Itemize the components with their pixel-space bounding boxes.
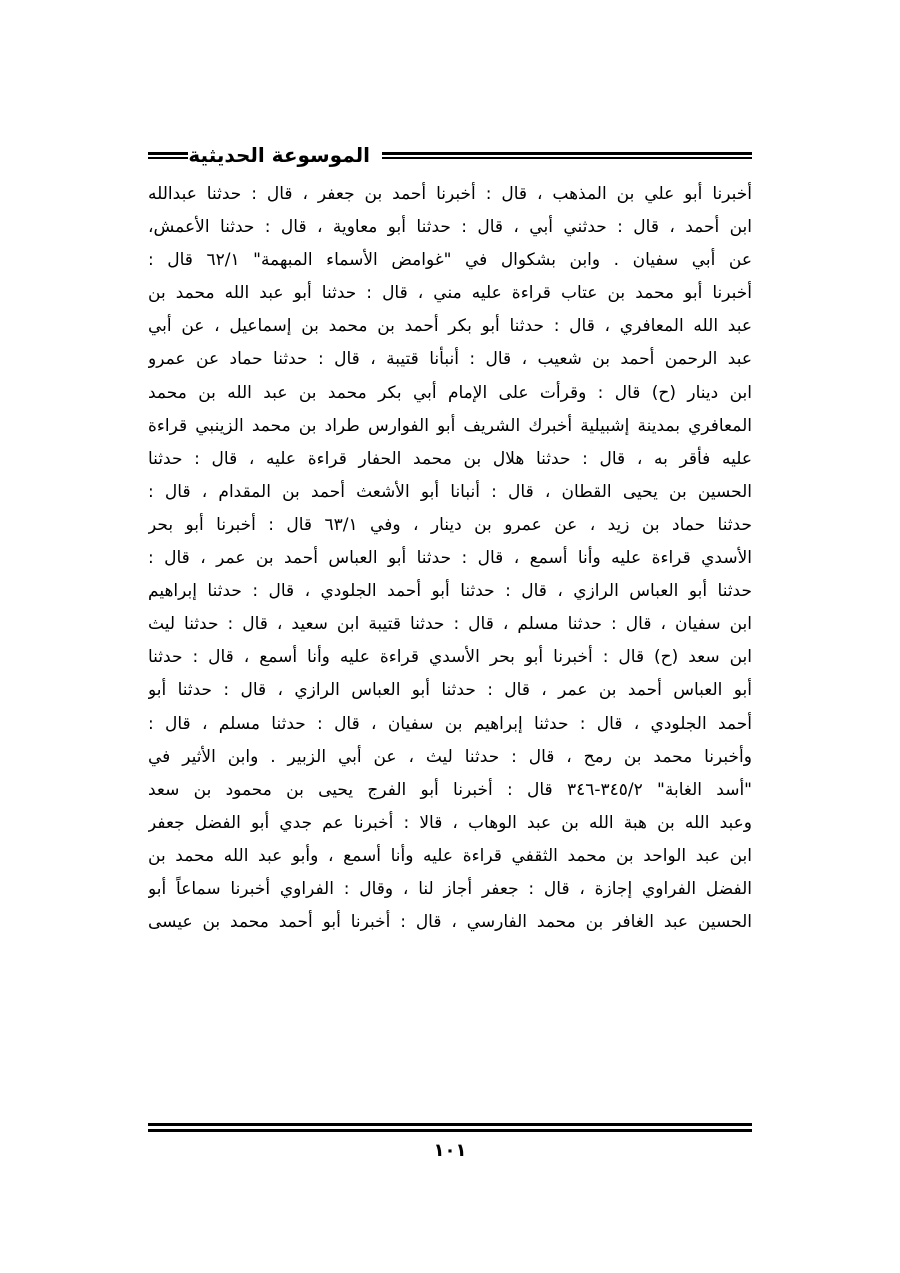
text-line: عبد الله المعافري ، قال : حدثنا أبو بكر أحمد بن محمد بن إسماعيل ، عن أبي: [148, 316, 752, 337]
text-line: أحمد الجلودي ، قال : حدثنا إبراهيم بن سفيان ، قال : حدثنا مسلم ، قال :: [148, 713, 752, 734]
header-rule-left: [148, 152, 188, 159]
text-line: وعبد الله بن هبة الله بن عبد الوهاب ، قالا : أخبرنا عم جدي أبو الفضل جعفر: [148, 812, 752, 833]
text-line: حدثنا حماد بن زيد ، عن عمرو بن دينار ، وفي ٦٣/١ قال : أخبرنا أبو بحر: [148, 514, 752, 535]
text-line: ابن أحمد ، قال : حدثني أبي ، قال : حدثنا أبو معاوية ، قال : حدثنا الأعمش،: [148, 217, 752, 238]
text-line: أخبرنا أبو محمد بن عتاب قراءة عليه مني ، قال : حدثنا أبو عبد الله محمد بن: [148, 283, 752, 304]
text-line: الفضل الفراوي إجازة ، قال : جعفر أجاز لنا ، وقال : الفراوي أخبرنا سماعاً أبو: [148, 878, 752, 899]
text-line: حدثنا أبو العباس الرازي ، قال : حدثنا أبو أحمد الجلودي ، قال : حدثنا إبراهيم: [148, 581, 752, 602]
footer-rule: [148, 1123, 752, 1132]
header-rule-right: [382, 152, 752, 159]
text-line: ابن دينار (ح) قال : وقرأت على الإمام أبي بكر محمد بن عبد الله بن محمد: [148, 382, 752, 403]
text-line: عن أبي سفيان . وابن بشكوال في "غوامض الأسماء المبهمة" ٦٢/١ قال :: [148, 250, 752, 271]
text-line: ابن سعد (ح) قال : أخبرنا أبو بحر الأسدي قراءة عليه وأنا أسمع ، قال : حدثنا: [148, 647, 752, 668]
body-text: [148, 178, 752, 939]
text-line: أخبرنا أبو علي بن المذهب ، قال : أخبرنا أحمد بن جعفر ، قال : حدثنا عبدالله: [148, 184, 752, 204]
text-line: وأخبرنا محمد بن رمح ، قال : حدثنا ليث ، عن أبي الزبير . وابن الأثير في: [148, 746, 752, 767]
text-line: الحسين بن يحيى القطان ، قال : أنبانا أبو الأشعث أحمد بن المقدام ، قال :: [148, 481, 752, 502]
page-number: ١٠١: [433, 1140, 467, 1161]
text-line: ابن عبد الواحد بن محمد الثقفي قراءة عليه وأنا أسمع ، وأبو عبد الله محمد بن: [148, 845, 752, 866]
text-line: ابن سفيان ، قال : حدثنا مسلم ، قال : حدثنا قتيبة ابن سعيد ، قال : حدثنا ليث: [148, 614, 752, 635]
text-line: أبو العباس أحمد بن عمر ، قال : حدثنا أبو العباس الرازي ، قال : حدثنا أبو: [148, 680, 752, 701]
page-header: [148, 140, 752, 174]
text-line: عبد الرحمن أحمد بن شعيب ، قال : أنبأنا قتيبة ، قال : حدثنا حماد عن عمرو: [148, 349, 752, 370]
text-line: الحسين عبد الغافر بن محمد الفارسي ، قال : أخبرنا أبو أحمد محمد بن عيسى: [148, 912, 752, 933]
text-line: "أسد الغابة" ٣٤٥/٢-٣٤٦ قال : أخبرنا أبو الفرج يحيى بن محمود بن سعد: [148, 779, 752, 800]
text-line: عليه فأقر به ، قال : حدثنا هلال بن محمد الحفار قراءة عليه ، قال : حدثنا: [148, 448, 752, 469]
text-line: المعافري بمدينة إشبيلية أخبرك الشريف أبو الفوارس طراد بن محمد الزينبي قراءة: [148, 415, 752, 436]
text-line: الأسدي قراءة عليه وأنا أسمع ، قال : حدثنا أبو العباس أحمد بن عمر ، قال :: [148, 548, 752, 569]
page-title: الموسوعة الحديثية: [188, 143, 370, 167]
